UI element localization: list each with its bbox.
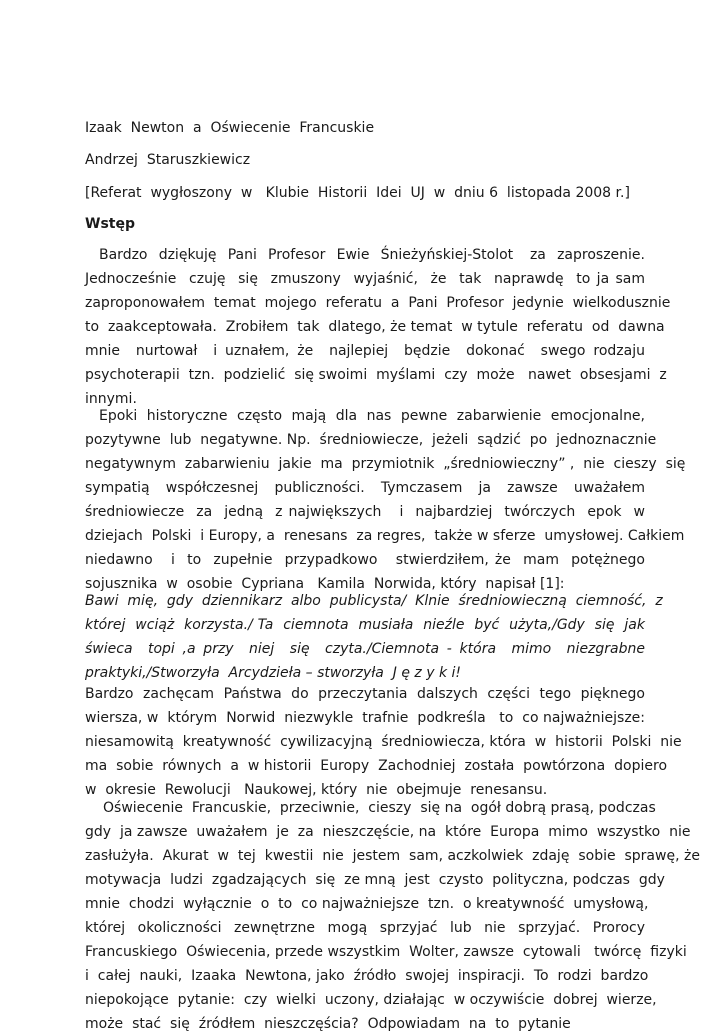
paragraph-encouragement xyxy=(85,682,682,802)
paragraph-line: Bardzo dziękuję Pani Profesor Ewie Śnieżyńskiej-Stolot za zaproszenie. xyxy=(99,247,645,263)
paragraph-line: zasłużyła. Akurat w tej kwestii nie jestem sam, aczkolwiek zdaję sobie sprawę, że xyxy=(85,848,700,864)
paragraph-line: wiersza, w którym Norwid niezwykle trafnie podkreśla to co najważniejsze: xyxy=(85,710,645,726)
paragraph-line: Bardzo zachęcam Państwa do przeczytania dalszych części tego pięknego xyxy=(85,686,645,702)
section-heading: Wstęp xyxy=(85,216,135,232)
paragraph-line: i całej nauki, Izaaka Newtona, jako źródło swojej inspiracji. To rodzi bardzo xyxy=(85,968,649,984)
paragraph-line: zaproponowałem temat mojego referatu a Pani Profesor jedynie wielkodusznie xyxy=(85,295,671,311)
paragraph-line: mnie nurtował i uznałem, że najlepiej będzie dokonać swego rodzaju xyxy=(85,343,645,359)
paragraph-line: może stać się źródłem nieszczęścia? Odpowiadam na to pytanie xyxy=(85,1016,571,1032)
quotation-line: Bawi mię, gdy dziennikarz albo publicysta/ Klnie średniowieczną ciemność, z xyxy=(85,593,663,609)
paragraph-line: motywacja ludzi zgadzających się ze mną jest czysto polityczna, podczas gdy xyxy=(85,872,665,888)
paragraph-line: innymi. xyxy=(85,391,137,407)
paragraph-line: Epoki historyczne często mają dla nas pewne zabarwienie emocjonalne, xyxy=(99,408,645,424)
paragraph-line: ma sobie równych a w historii Europy Zachodniej została powtórzona dopiero xyxy=(85,758,668,774)
paragraph-line: mnie chodzi wyłącznie o to co najważniejsze tzn. o kreatywność umysłową, xyxy=(85,896,649,912)
paragraph-line: dziejach Polski i Europy, a renesans za regres, także w sferze umysłowej. Całkiem xyxy=(85,528,685,544)
paragraph-line: niesamowitą kreatywność cywilizacyjną średniowiecza, która w historii Polski nie xyxy=(85,734,682,750)
quotation-line: której wciąż korzysta./ Ta ciemnota musiała nieźle być użyta,/Gdy się jak xyxy=(85,617,645,633)
paragraph-line: niepokojące pytanie: czy wielki uczony, działając w oczywiście dobrej wierze, xyxy=(85,992,657,1008)
norwid-quotation xyxy=(85,589,663,685)
paragraph-line: psychoterapii tzn. podzielić się swoimi myślami czy może nawet obsesjami z xyxy=(85,367,667,383)
paragraph-line: sympatią współczesnej publiczności. Tymczasem ja zawsze uważałem xyxy=(85,480,645,496)
paragraph-line: niedawno i to zupełnie przypadkowo stwierdziłem, że mam potężnego xyxy=(85,552,645,568)
document-title: Izaak Newton a Oświecenie Francuskie xyxy=(85,120,375,136)
paragraph-intro xyxy=(85,243,671,411)
paragraph-line: Jednocześnie czuję się zmuszony wyjaśnić, że tak naprawdę to ja sam xyxy=(85,271,645,287)
author-name: Andrzej Staruszkiewicz xyxy=(85,152,251,168)
paragraph-line: gdy ja zawsze uważałem je za nieszczęście, na które Europa mimo wszystko nie xyxy=(85,824,691,840)
quotation-line: praktyki,/Stworzyła Arcydzieła – stworzyła J ę z y k i! xyxy=(85,665,462,681)
paragraph-line: w okresie Rewolucji Naukowej, który nie obejmuje renesansu. xyxy=(85,782,548,798)
paragraph-line: sojusznika w osobie Cypriana Kamila Norwida, który napisał [1]: xyxy=(85,576,565,592)
paragraph-line: której okoliczności zewnętrzne mogą sprzyjać lub nie sprzyjać. Prorocy xyxy=(85,920,645,936)
paragraph-line: pozytywne lub negatywne. Np. średniowiecze, jeżeli sądzić po jednoznacznie xyxy=(85,432,657,448)
quotation-line: świeca topi ,a przy niej się czyta./Ciemnota - która mimo niezgrabne xyxy=(85,641,645,657)
paragraph-line: to zaakceptowała. Zrobiłem tak dlatego, że temat w tytule referatu od dawna xyxy=(85,319,665,335)
lecture-note: [Referat wygłoszony w Klubie Historii Idei UJ w dniu 6 listopada 2008 r.] xyxy=(85,185,630,201)
paragraph-line: Oświecenie Francuskie, przeciwnie, cieszy się na ogół dobrą prasą, podczas xyxy=(103,800,656,816)
paragraph-line: średniowiecze za jedną z największych i najbardziej twórczych epok w xyxy=(85,504,645,520)
paragraph-line: negatywnym zabarwieniu jakie ma przymiotnik „średniowieczny” , nie cieszy się xyxy=(85,456,686,472)
paragraph-epochs xyxy=(85,404,686,596)
paragraph-line: Francuskiego Oświecenia, przede wszystkim Wolter, zawsze cytowali twórcę fizyki xyxy=(85,944,687,960)
paragraph-enlightenment xyxy=(85,796,700,1036)
